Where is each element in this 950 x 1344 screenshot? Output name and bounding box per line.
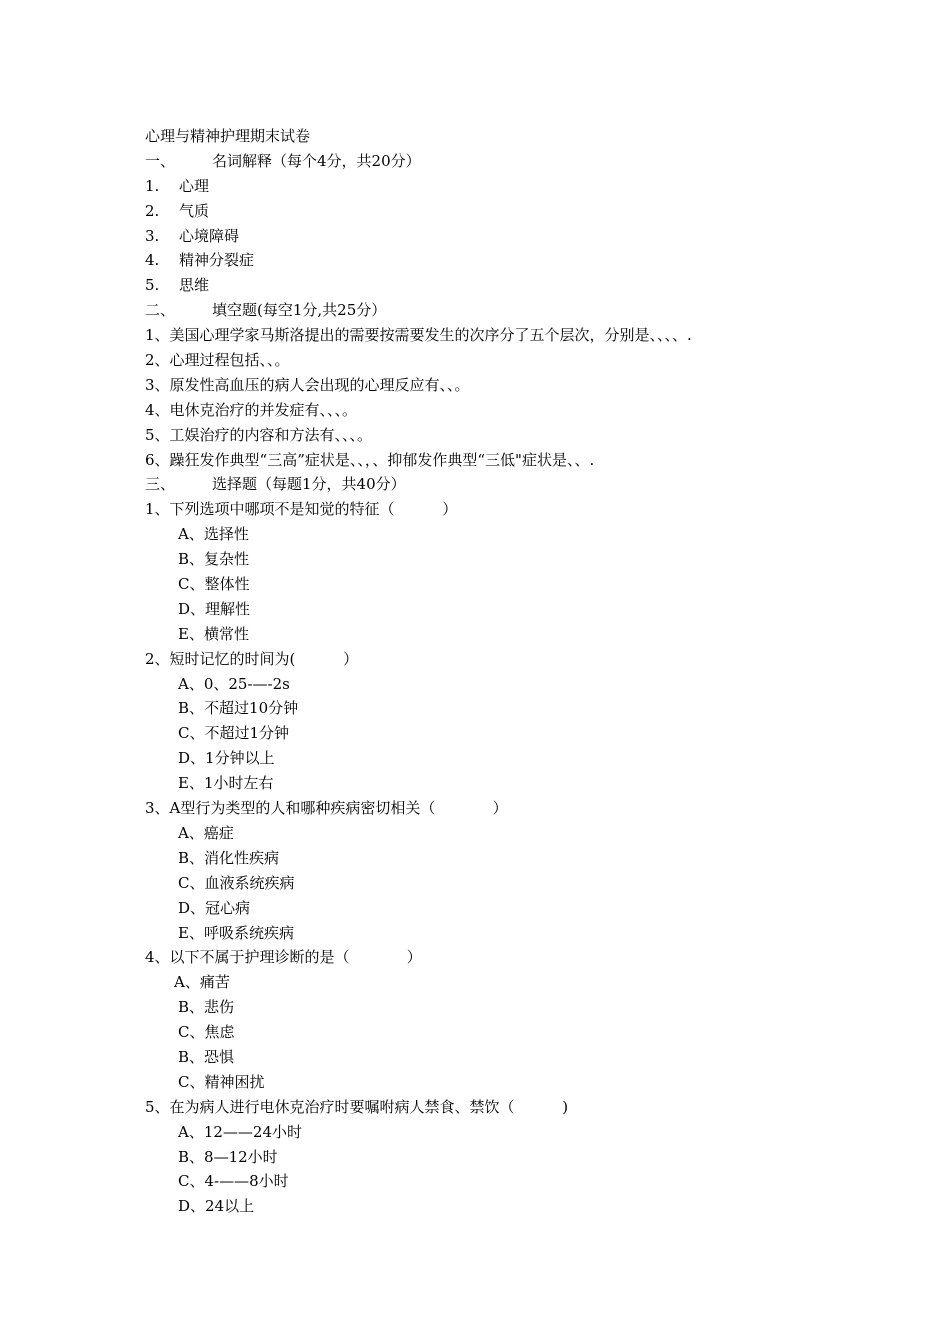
item-number: 1. [145, 176, 160, 195]
section-label: 名词解释（每个4分，共20分） [212, 151, 421, 170]
exam-title: 心理与精神护理期末试卷 [145, 127, 311, 145]
answer-option: B、8—12小时 [178, 1147, 278, 1166]
term-item [145, 199, 905, 224]
answer-option: A、0、25-—-2s [178, 674, 290, 693]
answer-option: B、复杂性 [178, 550, 250, 569]
section-heading [145, 149, 905, 174]
fill-blank-item: 3、原发性高血压的病人会出现的心理反应有、、。 [145, 375, 470, 394]
item-number: 3. [145, 226, 160, 245]
term-item [145, 224, 905, 249]
section-number: 二、 [145, 301, 176, 320]
answer-option: A、痛苦 [174, 973, 230, 992]
section-number: 一、 [145, 151, 176, 170]
answer-option: D、1分钟以上 [178, 749, 275, 768]
item-number: 2. [145, 201, 160, 220]
item-text: 思维 [179, 276, 210, 295]
item-text: 心理 [179, 176, 210, 195]
section-heading [145, 472, 905, 497]
answer-option: D、24以上 [178, 1197, 255, 1216]
term-item [145, 248, 905, 273]
answer-option: A、选择性 [178, 525, 249, 544]
question-text: 3、A型行为类型的人和哪种疾病密切相关（ ） [145, 799, 508, 818]
question-text: 5、在为病人进行电休克治疗时要嘱咐病人禁食、禁饮（ ) [145, 1097, 569, 1116]
fill-blank-item: 6、躁狂发作典型“三高”症状是、、，、抑郁发作典型“三低"症状是、、. [145, 450, 595, 469]
answer-option: E、1小时左右 [178, 774, 274, 793]
fill-blank-item: 5、工娱治疗的内容和方法有、、、。 [145, 425, 373, 444]
item-text: 精神分裂症 [179, 251, 255, 270]
item-number: 4. [145, 251, 160, 270]
answer-option: E、呼吸系统疾病 [178, 923, 294, 942]
answer-option: B、恐惧 [178, 1047, 235, 1066]
exam-content [145, 124, 905, 1219]
item-text: 气质 [179, 201, 210, 220]
answer-option: D、理解性 [178, 599, 251, 618]
answer-option: D、冠心病 [178, 898, 251, 917]
answer-option: C、不超过1分钟 [178, 724, 290, 743]
section-label: 选择题（每题1分，共40分） [212, 475, 406, 494]
answer-option: C、血液系统疾病 [178, 873, 295, 892]
term-item [145, 273, 905, 298]
answer-option: A、12——24小时 [178, 1122, 303, 1141]
answer-option: B、消化性疾病 [178, 848, 280, 867]
question-text: 4、以下不属于护理诊断的是（ ） [145, 948, 422, 967]
section-heading [145, 298, 905, 323]
section-label: 填空题(每空1分,共25分） [212, 301, 387, 320]
question-text: 2、短时记忆的时间为( ） [145, 649, 359, 668]
item-number: 5. [145, 276, 160, 295]
question-text: 1、下列选项中哪项不是知觉的特征（ ） [145, 500, 458, 519]
answer-option: C、精神困扰 [178, 1072, 265, 1091]
answer-option: C、整体性 [178, 575, 250, 594]
fill-blank-item: 4、电休克治疗的并发症有、、、。 [145, 400, 358, 419]
fill-blank-item: 1、美国心理学家马斯洛提出的需要按需要发生的次序分了五个层次，分别是、、、、. [145, 326, 692, 345]
answer-option: A、癌症 [178, 823, 234, 842]
term-item [145, 174, 905, 199]
answer-option: C、焦虑 [178, 1023, 235, 1042]
answer-option: B、悲伤 [178, 998, 235, 1017]
answer-option: B、不超过10分钟 [178, 699, 299, 718]
answer-option: C、4-——8小时 [178, 1172, 289, 1191]
fill-blank-item: 2、心理过程包括、、。 [145, 351, 290, 370]
item-text: 心境障碍 [179, 226, 240, 245]
answer-option: E、横常性 [178, 624, 249, 643]
section-number: 三、 [145, 475, 176, 494]
